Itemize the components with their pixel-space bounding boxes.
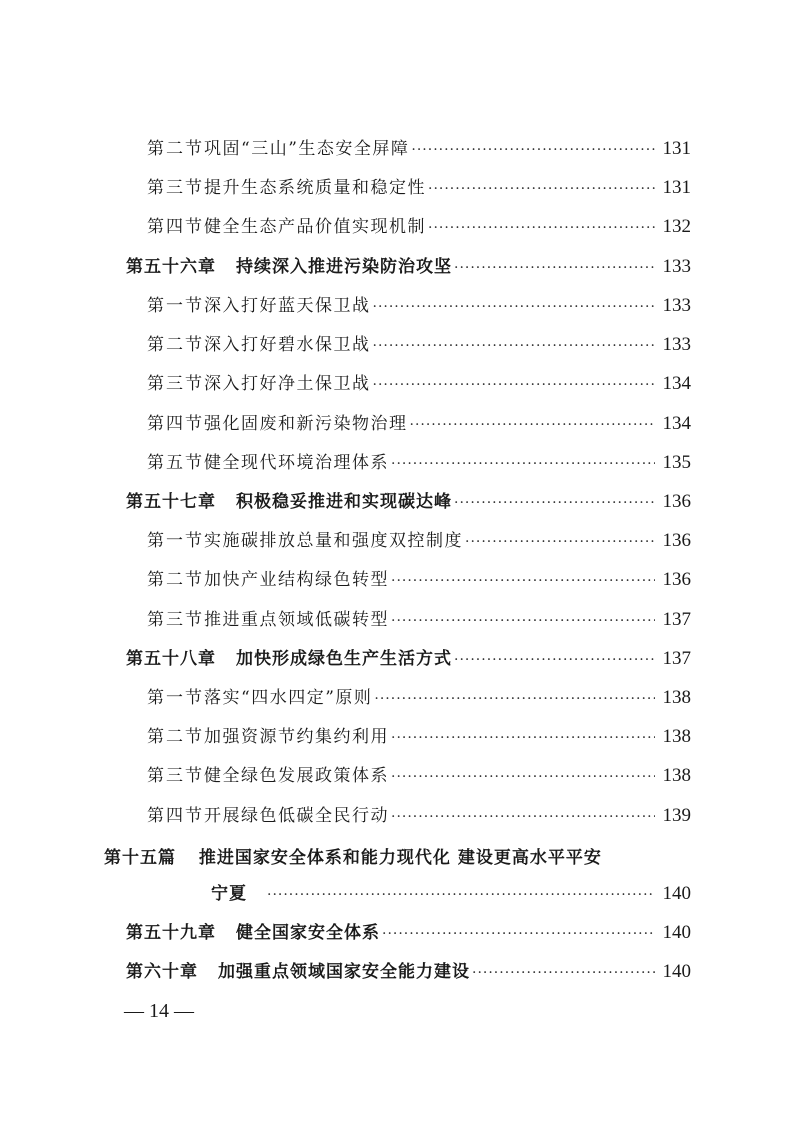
toc-section-row[interactable] <box>147 173 691 203</box>
section-title: 推进重点领域低碳转型 <box>204 610 389 630</box>
section-title: 开展绿色低碳全民行动 <box>204 806 389 826</box>
dot-leader <box>409 135 655 165</box>
toc-section-row[interactable] <box>147 565 691 595</box>
section-label: 第一节 <box>147 531 204 551</box>
toc-section-row[interactable] <box>147 448 691 478</box>
section-title: 健全现代环境治理体系 <box>204 453 389 473</box>
dot-leader <box>389 802 655 832</box>
page-number: 136 <box>662 530 691 551</box>
page-number: 131 <box>662 138 691 159</box>
page-number: 135 <box>662 452 691 473</box>
dot-leader <box>389 449 655 479</box>
dot-leader <box>470 958 655 988</box>
part-title-line1: 推进国家安全体系和能力现代化 建设更高水平平安 <box>198 848 602 868</box>
toc-part-heading[interactable] <box>104 843 602 873</box>
toc-section-row[interactable] <box>147 212 691 242</box>
toc-section-row[interactable] <box>147 801 691 831</box>
section-label: 第四节 <box>147 217 204 237</box>
section-label: 第四节 <box>147 806 204 826</box>
page-number: 138 <box>662 726 691 747</box>
page-number: 133 <box>662 334 691 355</box>
toc-section-row[interactable] <box>147 761 691 791</box>
toc-chapter-row[interactable] <box>126 644 691 674</box>
section-label: 第一节 <box>147 688 204 708</box>
chapter-title: 加强重点领域国家安全能力建设 <box>218 962 470 982</box>
dot-leader <box>408 410 656 440</box>
page-number: 137 <box>662 609 691 630</box>
chapter-title: 持续深入推进污染防治攻坚 <box>236 257 452 277</box>
toc-section-row[interactable] <box>147 526 691 556</box>
section-label: 第三节 <box>147 766 204 786</box>
page-number: 133 <box>662 256 691 277</box>
section-label: 第三节 <box>147 610 204 630</box>
dot-leader <box>452 645 655 675</box>
section-title: 健全生态产品价值实现机制 <box>204 217 426 237</box>
page-number: 134 <box>662 413 691 434</box>
toc-section-row[interactable] <box>147 605 691 635</box>
part-label: 第十五篇 <box>104 848 176 868</box>
page-number: 133 <box>662 295 691 316</box>
section-label: 第二节 <box>147 139 204 159</box>
page-number: 136 <box>662 569 691 590</box>
section-label: 第三节 <box>147 178 204 198</box>
dot-leader <box>426 174 655 204</box>
chapter-label: 第五十六章 <box>126 257 216 277</box>
section-title: 加快产业结构绿色转型 <box>204 570 389 590</box>
dot-leader <box>371 331 656 361</box>
dot-leader <box>389 723 655 753</box>
page-number: 132 <box>662 216 691 237</box>
section-title: 深入打好碧水保卫战 <box>204 335 371 355</box>
dot-leader <box>389 762 655 792</box>
toc-chapter-row[interactable] <box>126 957 691 987</box>
page-number: 138 <box>662 687 691 708</box>
section-label: 第二节 <box>147 727 204 747</box>
chapter-label: 第五十九章 <box>126 923 216 943</box>
toc-chapter-row[interactable] <box>126 252 691 282</box>
page-number: 140 <box>662 961 691 982</box>
section-label: 第一节 <box>147 296 204 316</box>
chapter-title: 健全国家安全体系 <box>236 923 380 943</box>
page-number: 137 <box>662 648 691 669</box>
toc-chapter-row[interactable] <box>126 918 691 948</box>
section-title: 深入打好蓝天保卫战 <box>204 296 371 316</box>
toc-section-row[interactable] <box>147 291 691 321</box>
section-label: 第三节 <box>147 374 204 394</box>
toc-section-row[interactable] <box>147 683 691 713</box>
page-number: 131 <box>662 177 691 198</box>
toc-section-row[interactable] <box>147 369 691 399</box>
dot-leader <box>380 919 655 949</box>
chapter-title: 加快形成绿色生产生活方式 <box>236 649 452 669</box>
toc-section-row[interactable] <box>147 330 691 360</box>
toc-section-row[interactable] <box>147 722 691 752</box>
page-number: 140 <box>662 922 691 943</box>
dot-leader <box>371 370 656 400</box>
toc-section-row[interactable] <box>147 134 691 164</box>
page-number: 134 <box>662 373 691 394</box>
section-title: 实施碳排放总量和强度双控制度 <box>204 531 463 551</box>
page-number: 138 <box>662 765 691 786</box>
dot-leader <box>389 606 655 636</box>
section-label: 第五节 <box>147 453 204 473</box>
dot-leader <box>371 292 656 322</box>
dot-leader <box>372 684 655 714</box>
chapter-label: 第六十章 <box>126 962 198 982</box>
chapter-label: 第五十七章 <box>126 492 216 512</box>
dot-leader <box>452 488 655 518</box>
page-number: 140 <box>662 883 691 904</box>
toc-section-row[interactable] <box>147 409 691 439</box>
chapter-title: 积极稳妥推进和实现碳达峰 <box>236 492 452 512</box>
page-number: 139 <box>662 805 691 826</box>
section-title: 提升生态系统质量和稳定性 <box>204 178 426 198</box>
section-title: 加强资源节约集约利用 <box>204 727 389 747</box>
page-number: 136 <box>662 491 691 512</box>
dot-leader <box>463 527 655 557</box>
section-title: 强化固废和新污染物治理 <box>204 414 408 434</box>
dot-leader <box>452 253 655 283</box>
dot-leader <box>426 213 655 243</box>
section-title: 落实“四水四定”原则 <box>204 688 373 708</box>
section-title: 健全绿色发展政策体系 <box>204 766 389 786</box>
section-label: 第二节 <box>147 335 204 355</box>
toc-chapter-row[interactable] <box>126 487 691 517</box>
part-title-line2: 宁夏 <box>211 884 247 904</box>
section-title: 深入打好净土保卫战 <box>204 374 371 394</box>
dot-leader <box>265 880 655 910</box>
section-label: 第二节 <box>147 570 204 590</box>
toc-part-continuation[interactable] <box>211 879 691 909</box>
page-footer-number: — 14 — <box>124 1000 194 1022</box>
section-label: 第四节 <box>147 414 204 434</box>
chapter-label: 第五十八章 <box>126 649 216 669</box>
section-title: 巩固“三山”生态安全屏障 <box>204 139 410 159</box>
dot-leader <box>389 566 655 596</box>
